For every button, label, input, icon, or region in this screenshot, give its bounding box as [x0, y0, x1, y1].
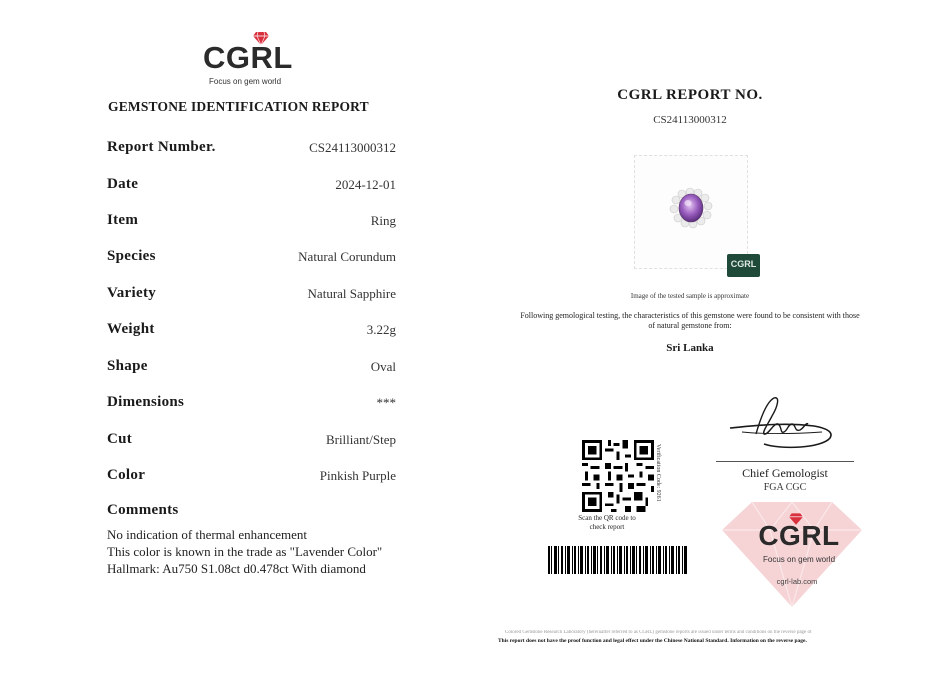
signature: [722, 392, 852, 462]
origin-statement: Following gemological testing, the characteristics of this gemstone were found to be consistent with those of natural gemstone from:: [520, 311, 860, 330]
report-title: GEMSTONE IDENTIFICATION REPORT: [108, 99, 369, 114]
field-value: CS24113000312: [309, 140, 396, 155]
field-label: Variety: [107, 285, 157, 301]
field-dimensions: [107, 394, 396, 416]
field-label: Color: [107, 467, 146, 483]
field-value: ***: [376, 395, 396, 410]
footer-terms: Colored Gemstone Research Laboratory (hereinafter referred to as CGRL) gemstone reports are issued under terms and conditions on the reverse page of: [505, 630, 812, 635]
field-color: [107, 467, 396, 489]
origin-country: Sri Lanka: [666, 342, 714, 354]
image-caption: Image of the tested sample is approximate: [630, 292, 750, 300]
field-date: [107, 176, 396, 198]
field-value: Natural Sapphire: [307, 286, 396, 301]
field-value: 2024-12-01: [335, 177, 396, 192]
field-label: Weight: [107, 321, 155, 337]
cgrl-badge: [727, 254, 760, 277]
field-label: Report Number.: [107, 139, 216, 155]
signer-role: Chief Gemologist: [742, 466, 828, 480]
field-label: Cut: [107, 431, 133, 447]
field-value: Pinkish Purple: [319, 468, 396, 483]
report-no-value: CS24113000312: [653, 114, 727, 126]
comment-line: Hallmark: Au750 S1.08ct d0.478ct With diamond: [107, 561, 366, 576]
sample-photo: [634, 155, 748, 269]
verification-code: Verification Code: 9261: [655, 444, 661, 502]
field-label: Date: [107, 176, 139, 192]
field-variety: [107, 285, 396, 307]
field-label: Dimensions: [107, 394, 185, 410]
field-value: Natural Corundum: [298, 249, 396, 264]
field-label: Species: [107, 248, 156, 264]
badge-text: CGRL: [730, 259, 757, 269]
signer-certification: FGA CGC: [763, 482, 807, 493]
cgrl-logo: [200, 30, 300, 90]
field-report-number: [107, 139, 396, 161]
report-no-title: CGRL REPORT NO.: [617, 87, 763, 103]
qr-code[interactable]: [582, 440, 654, 512]
comment-line: This color is known in the trade as "Lavender Color": [107, 544, 383, 559]
comment-line: No indication of thermal enhancement: [107, 527, 307, 542]
field-shape: [107, 358, 396, 380]
field-label: Shape: [107, 358, 148, 374]
ring-image: [635, 156, 747, 268]
logo-tagline: Focus on gem world: [209, 77, 282, 86]
field-cut: [107, 431, 396, 453]
qr-caption: Scan the QR code to check report: [578, 514, 636, 531]
website-link[interactable]: cgrl-lab.com: [776, 577, 818, 586]
logo-brand: CGRL: [203, 40, 293, 75]
watermark-brand: CGRL: [758, 520, 840, 551]
field-weight: [107, 321, 396, 343]
field-value: Brilliant/Step: [325, 432, 396, 447]
field-item: [107, 212, 396, 234]
field-value: Ring: [370, 213, 396, 228]
watermark-tagline: Focus on gem world: [762, 555, 836, 564]
footer-disclaimer: This report does not have the proof function and legal effect under the Chinese National Standard. Information on the reverse page.: [498, 638, 807, 644]
field-label: Item: [107, 212, 139, 228]
comments-title: Comments: [107, 502, 179, 518]
barcode: [548, 546, 688, 574]
signature-line: [716, 461, 854, 462]
field-value: Oval: [370, 359, 396, 374]
field-value: 3.22g: [366, 322, 396, 337]
field-species: [107, 248, 396, 270]
